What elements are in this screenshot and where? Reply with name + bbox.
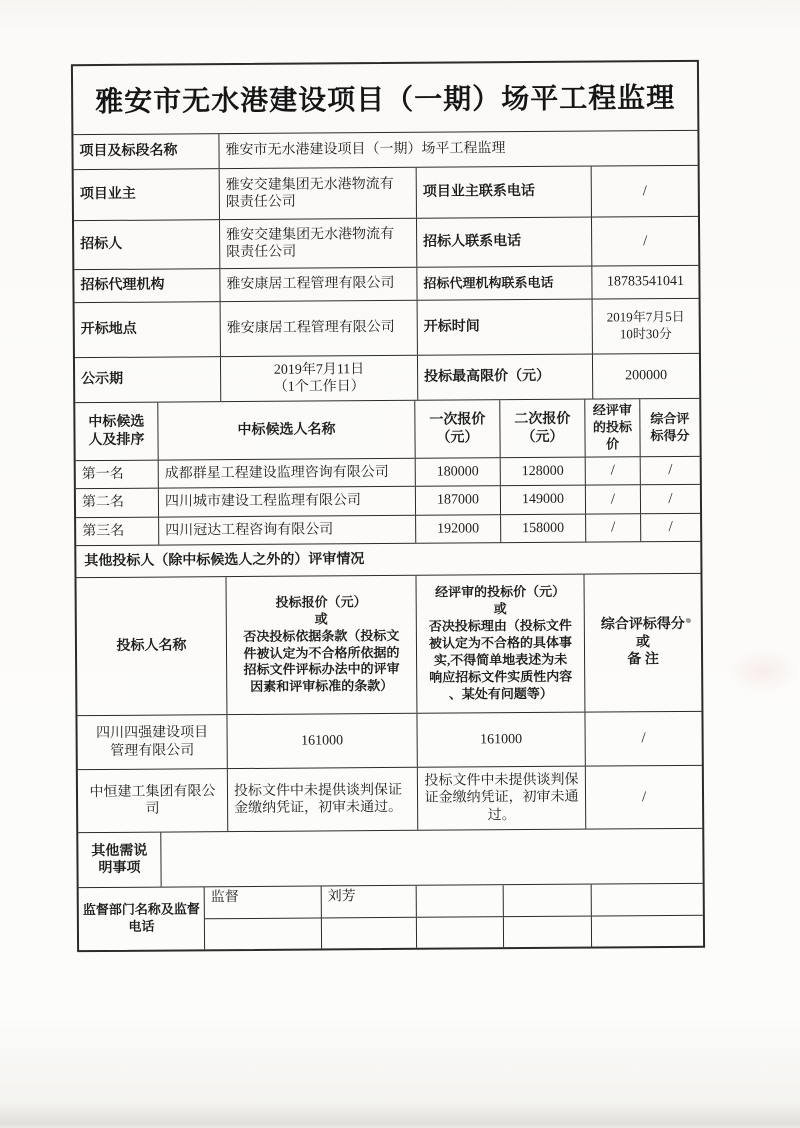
empty-cell: [504, 885, 592, 916]
empty-cell: [504, 916, 592, 947]
other-bidder-name: 中恒建工集团有限公 司: [78, 769, 228, 832]
col-evaluated-price-header: 经评审 的投标 价: [585, 399, 640, 456]
supervision-subrow-bottom: [205, 915, 703, 949]
agency-phone-value: 18783541041: [606, 274, 684, 290]
col-second-offer-header: 二次报价 （元）: [500, 400, 585, 458]
publicity-label: 公示期: [75, 357, 221, 402]
supervision-subrow-top: [205, 884, 703, 919]
empty-cell: [417, 885, 504, 916]
project-name-row: [73, 131, 697, 170]
other-bidder-score: /: [641, 788, 647, 805]
candidate-second-offer: 149000: [501, 486, 586, 515]
candidate-name: 四川城市建设工程监理有限公司: [159, 487, 416, 517]
candidate-rank: 第一名: [76, 461, 159, 489]
tenderee-label: 招标人: [74, 220, 220, 269]
open-time-label: 开标时间: [418, 300, 593, 355]
candidate-score: /: [668, 462, 673, 479]
max-price-label: 投标最高限价（元）: [418, 355, 593, 400]
supervision-contact: 刘芳: [322, 886, 417, 917]
candidate-evaluated-price: /: [586, 457, 641, 484]
candidate-name: 成都群星工程建设监理咨询有限公司: [159, 459, 416, 488]
page-title: 雅安市无水港建设项目（一期）场平工程监理: [95, 81, 676, 118]
candidate-row-3: [76, 514, 700, 546]
other-bidder-score: /: [641, 730, 646, 747]
candidate-rank: 第三名: [76, 518, 159, 546]
other-bidder-price: 161000: [227, 714, 417, 768]
candidates-header-row: [75, 399, 699, 461]
candidate-first-offer: 187000: [416, 486, 501, 515]
empty-cell: [592, 915, 703, 946]
publicity-row: [75, 354, 699, 403]
candidate-rank: 第二名: [76, 489, 159, 518]
tenderee-phone-value: /: [643, 232, 648, 249]
other-bidder-evaluated: 161000: [417, 713, 585, 767]
candidate-second-offer: 158000: [501, 515, 586, 543]
others-header-row: [76, 574, 701, 716]
supervision-grid: [205, 884, 703, 949]
agency-row: [74, 266, 698, 303]
others-col-score-header: 综合评标得分 或 备 注: [600, 617, 685, 668]
project-name-value: 雅安市无水港建设项目（一期）场平工程监理: [225, 141, 506, 159]
scan-smudge-artifact: [728, 648, 798, 693]
owner-row: [74, 166, 698, 221]
others-col-price-header: 投标报价（元） 或 否决投标依据条款（投标文 件被认定为不合格所依据的 招标文件评标办法中的评审 因素和评审标准的条款）: [226, 576, 417, 714]
scanned-document: [71, 60, 705, 952]
tenderee-value: 雅安交建集团无水港物流有 限责任公司: [220, 219, 417, 268]
empty-cell: [322, 917, 417, 948]
empty-cell: [592, 884, 703, 915]
other-bidder-row-2: [78, 766, 702, 833]
candidate-first-offer: 192000: [416, 515, 501, 543]
publicity-value: 2019年7月11日 （1个工作日）: [221, 356, 418, 401]
candidate-row-2: [76, 485, 700, 518]
supervision-label: 监督部门名称及监督 电话: [79, 887, 205, 950]
other-bidder-name: 四川四强建设项目 管理有限公司: [77, 715, 227, 769]
col-name-header: 中标候选人名称: [158, 401, 415, 460]
notes-label: 其他需说 明事项: [78, 833, 161, 888]
candidate-first-offer: 180000: [416, 458, 501, 486]
venue-value: 雅安康居工程管理有限公司: [221, 301, 418, 356]
announcement-table: [71, 60, 705, 952]
agency-phone-label: 招标代理机构联系电话: [417, 267, 592, 300]
owner-phone-label: 项目业主联系电话: [417, 167, 592, 218]
scan-bottom-shadow: [0, 1102, 800, 1128]
empty-cell: [205, 918, 322, 949]
col-first-offer-header: 一次报价 （元）: [415, 400, 500, 458]
others-col-name-header: 投标人名称: [76, 577, 227, 715]
notes-row: [78, 829, 702, 888]
owner-value: 雅安交建集团无水港物流有 限责任公司: [220, 168, 417, 219]
venue-label: 开标地点: [75, 302, 221, 357]
candidate-evaluated-price: /: [586, 514, 641, 541]
candidate-evaluated-price: /: [586, 485, 641, 513]
owner-phone-value: /: [642, 182, 647, 199]
candidate-row-1: [76, 457, 700, 489]
owner-label: 项目业主: [74, 169, 220, 220]
others-section-title: 其他投标人（除中标候选人之外的）评审情况: [84, 551, 365, 569]
tenderee-row: [74, 217, 698, 270]
tenderee-phone-label: 招标人联系电话: [417, 218, 592, 267]
empty-cell: [417, 917, 504, 948]
others-col-evaluated-header: 经评审的投标价（元） 或 否决投标理由（投标文件 被认定为不合格的具体事 实,不得简单地表述为未 响应招标文件实质性内容 、某处有问题等）: [416, 575, 585, 713]
agency-label: 招标代理机构: [74, 269, 220, 302]
candidate-name: 四川冠达工程咨询有限公司: [159, 516, 416, 545]
others-section-row: [76, 542, 700, 578]
opening-row: [75, 299, 699, 358]
col-score-header: 综合评 标得分: [650, 410, 690, 443]
col-rank-header: 中标候选 人及排序: [75, 403, 158, 461]
agency-value: 雅安康居工程管理有限公司: [220, 268, 417, 301]
candidate-score: /: [668, 490, 673, 507]
other-bidder-evaluated: 投标文件中未提供谈判保 证金缴纳凭证，初审未通 过。: [418, 767, 586, 830]
max-price-value: 200000: [625, 368, 668, 384]
candidate-second-offer: 128000: [501, 458, 586, 486]
other-bidder-row-1: [77, 712, 701, 770]
title-row: [73, 62, 697, 135]
notes-content: [161, 829, 702, 887]
open-time-value: 2019年7月5日 10时30分: [606, 309, 685, 342]
supervision-row: [79, 884, 703, 950]
project-name-label: 项目及标段名称: [73, 134, 219, 169]
supervision-dept: 监督: [205, 886, 322, 917]
candidate-score: /: [668, 519, 673, 536]
other-bidder-price: 投标文件中未提供谈判保证 金缴纳凭证，初审未通过。: [228, 768, 418, 831]
